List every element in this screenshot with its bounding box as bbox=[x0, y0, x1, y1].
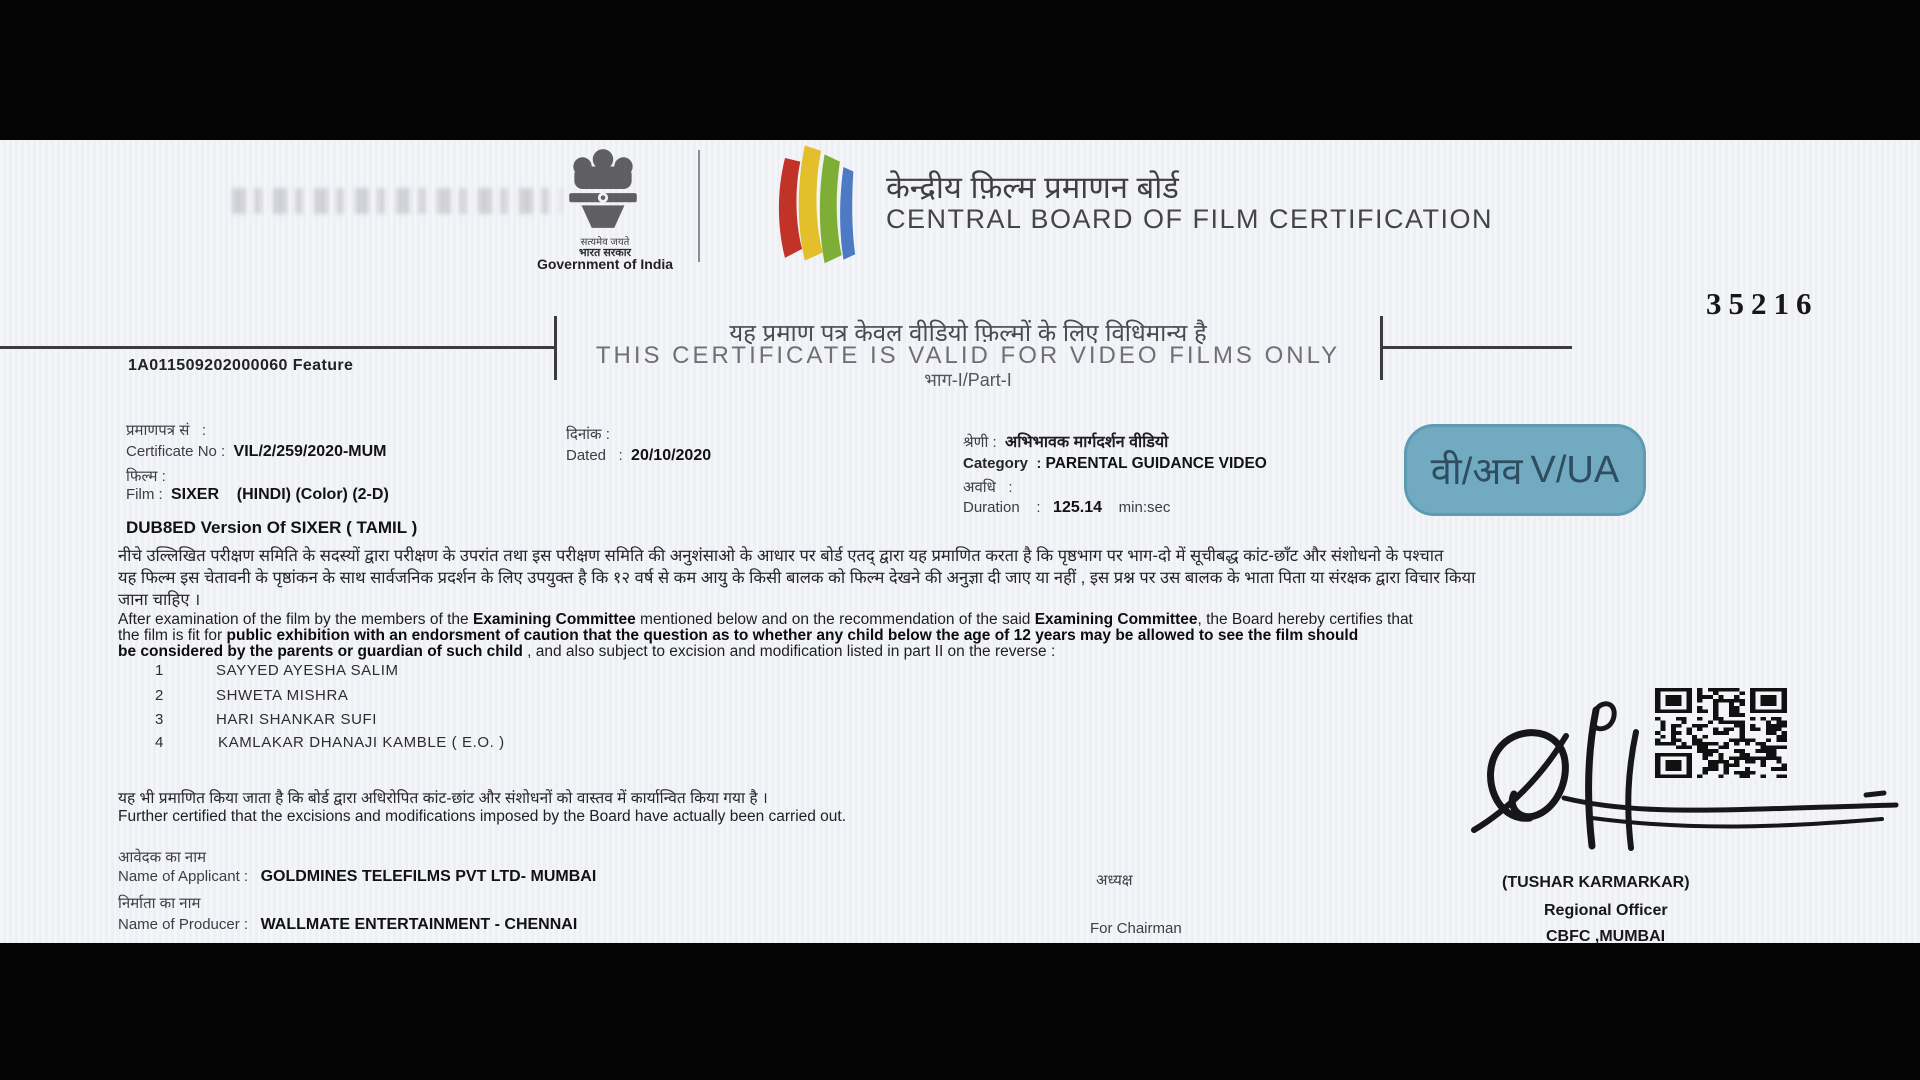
applicant-label: Name of Applicant : bbox=[118, 868, 261, 885]
emblem-motto: सत्यमेव जयते bbox=[580, 237, 630, 248]
chairman-label-hindi: अध्यक्ष bbox=[1096, 872, 1133, 889]
para-text: After examination of the film by the members of the bbox=[118, 611, 473, 628]
member-name: KAMLAKAR DHANAJI KAMBLE ( E.O. ) bbox=[218, 734, 505, 751]
member-name: SAYYED AYESHA SALIM bbox=[216, 662, 399, 679]
certificate-no-value: VIL/2/259/2020-MUM bbox=[233, 443, 387, 460]
member-no: 3 bbox=[155, 711, 164, 728]
para-bold: public exhibition with an endorsment of caution that the question as to whether any child below the age of 12 years may be allowed to see the film should bbox=[226, 627, 1359, 644]
dated-value: 20/10/2020 bbox=[631, 447, 712, 464]
officer-name: (TUSHAR KARMARKAR) bbox=[1502, 874, 1690, 891]
para-text: mentioned below and on the recommendation of the said bbox=[635, 611, 1035, 628]
feature-id: 1A011509202000060 Feature bbox=[128, 357, 354, 374]
duration-row bbox=[963, 499, 1170, 517]
letterbox-bottom bbox=[0, 943, 1920, 1080]
dubbed-version-note: DUB8ED Version Of SIXER ( TAMIL ) bbox=[126, 518, 418, 537]
film-row bbox=[126, 486, 389, 504]
certificate-no-label: Certificate No : bbox=[126, 443, 234, 460]
govt-of-india-hindi: भारत सरकार bbox=[578, 247, 632, 259]
category-value: PARENTAL GUIDANCE VIDEO bbox=[1045, 455, 1267, 472]
certificate-serial-number: 35216 bbox=[1706, 286, 1819, 321]
rating-badge-hindi: वी/अव bbox=[1430, 451, 1523, 493]
dated-label-hindi: दिनांक : bbox=[566, 426, 610, 443]
rating-badge-english: V/UA bbox=[1530, 448, 1620, 491]
english-paragraph-line3 bbox=[118, 644, 1055, 661]
category-row-hindi bbox=[963, 430, 1168, 452]
member-name: HARI SHANKAR SUFI bbox=[216, 711, 378, 728]
part-label: भाग-I/Part-I bbox=[924, 370, 1012, 390]
producer-label: Name of Producer : bbox=[118, 916, 261, 933]
producer-label-hindi: निर्माता का नाम bbox=[118, 895, 201, 912]
govt-of-india-label: Government of India bbox=[536, 256, 674, 272]
para-text: , and also subject to excision and modification listed in part II on the reverse : bbox=[527, 643, 1056, 660]
bracket-left bbox=[554, 316, 557, 380]
cbfc-ribbon-logo-icon bbox=[752, 140, 872, 266]
hindi-paragraph-line2: यह फिल्म इस चेतावनी के पृष्ठांकन के साथ सार्वजनिक प्रदर्शन के लिए उपयुक्त है कि १२ वर्ष से कम आयु के किसी बालक को फिल्म देखने की अनुज्ञा दी जाए या नहीं , इस प्रश्न पर उस बालक के भाता पिता या संरक्षक द्वारा विचार किया bbox=[118, 569, 1476, 587]
para-bold: Examining Committee bbox=[1034, 611, 1198, 628]
applicant-value: GOLDMINES TELEFILMS PVT LTD- MUMBAI bbox=[260, 868, 597, 885]
film-label-hindi: फिल्म : bbox=[126, 468, 166, 485]
film-label: Film : bbox=[126, 486, 171, 503]
member-no: 2 bbox=[155, 687, 164, 704]
certified-line-english: Further certified that the excisions and modifications imposed by the Board have actually been carried out. bbox=[118, 808, 847, 825]
category-label-hindi: श्रेणी : bbox=[963, 434, 1006, 451]
duration-unit: min:sec bbox=[1101, 499, 1171, 516]
category-label: Category : bbox=[963, 455, 1046, 472]
applicant-label-hindi: आवेदक का नाम bbox=[118, 849, 207, 866]
member-name: SHWETA MISHRA bbox=[216, 687, 349, 704]
certificate-no-label-hindi: प्रमाणपत्र सं : bbox=[126, 422, 207, 439]
rule-left bbox=[0, 346, 556, 349]
letterbox-top bbox=[0, 0, 1920, 140]
category-row bbox=[963, 455, 1267, 473]
validity-line-hindi: यह प्रमाण पत्र केवल वीडियो फ़िल्मों के लिए विधिमान्य है bbox=[729, 320, 1207, 347]
officer-org: CBFC ,MUMBAI bbox=[1546, 928, 1666, 945]
dated-row bbox=[566, 447, 711, 465]
chairman-label: For Chairman bbox=[1090, 920, 1182, 937]
board-name-hindi: केन्द्रीय फ़िल्म प्रमाणन बोर्ड bbox=[886, 170, 1179, 205]
film-value: SIXER (HINDI) (Color) (2-D) bbox=[171, 486, 389, 503]
category-value-hindi: अभिभावक मार्गदर्शन वीडियो bbox=[1005, 434, 1169, 451]
duration-value: 125.14 bbox=[1053, 499, 1102, 516]
para-bold: be considered by the parents or guardian of such child bbox=[118, 643, 528, 660]
header-divider bbox=[698, 150, 700, 262]
certified-line-hindi: यह भी प्रमाणित किया जाता है कि बोर्ड द्वारा अधिरोपित कांट-छांट और संशोधनों को वास्तव में कार्यान्वित किया गया है । bbox=[118, 790, 768, 807]
rule-right bbox=[1382, 346, 1572, 349]
board-name-english: CENTRAL BOARD OF FILM CERTIFICATION bbox=[886, 204, 1494, 234]
validity-line-english: THIS CERTIFICATE IS VALID FOR VIDEO FILMS ONLY bbox=[595, 342, 1341, 369]
producer-row bbox=[118, 916, 577, 934]
faded-stamp-marks bbox=[232, 188, 562, 214]
para-text: , the Board hereby certifies that bbox=[1197, 611, 1413, 628]
dated-label: Dated : bbox=[566, 447, 632, 464]
duration-label-hindi: अवधि : bbox=[963, 479, 1013, 496]
officer-title: Regional Officer bbox=[1544, 902, 1668, 919]
ashoka-emblem-icon bbox=[548, 146, 658, 234]
para-bold: Examining Committee bbox=[472, 611, 636, 628]
producer-value: WALLMATE ENTERTAINMENT - CHENNAI bbox=[260, 916, 578, 933]
hindi-paragraph-line1: नीचे उल्लिखित परीक्षण समिति के सदस्यों द्वारा परीक्षण के उपरांत तथा इस परीक्षण समिति की अनुशंसाओ के आधार पर बोर्ड एतद् द्वारा यह प्रमाणित करता है कि पृष्ठभाग पर भाग-दो में सूचीबद्ध कांट-छाँट और संशोधनो के पश्चात bbox=[118, 547, 1444, 565]
member-no: 4 bbox=[155, 734, 164, 751]
applicant-row bbox=[118, 868, 596, 886]
certificate-no-row bbox=[126, 443, 387, 461]
member-no: 1 bbox=[155, 662, 164, 679]
hindi-paragraph-line3: जाना चाहिए । bbox=[118, 591, 201, 609]
rating-badge bbox=[1404, 424, 1646, 516]
duration-label: Duration : bbox=[963, 499, 1054, 516]
para-text: the film is fit for bbox=[118, 627, 227, 644]
signature bbox=[1468, 698, 1908, 858]
